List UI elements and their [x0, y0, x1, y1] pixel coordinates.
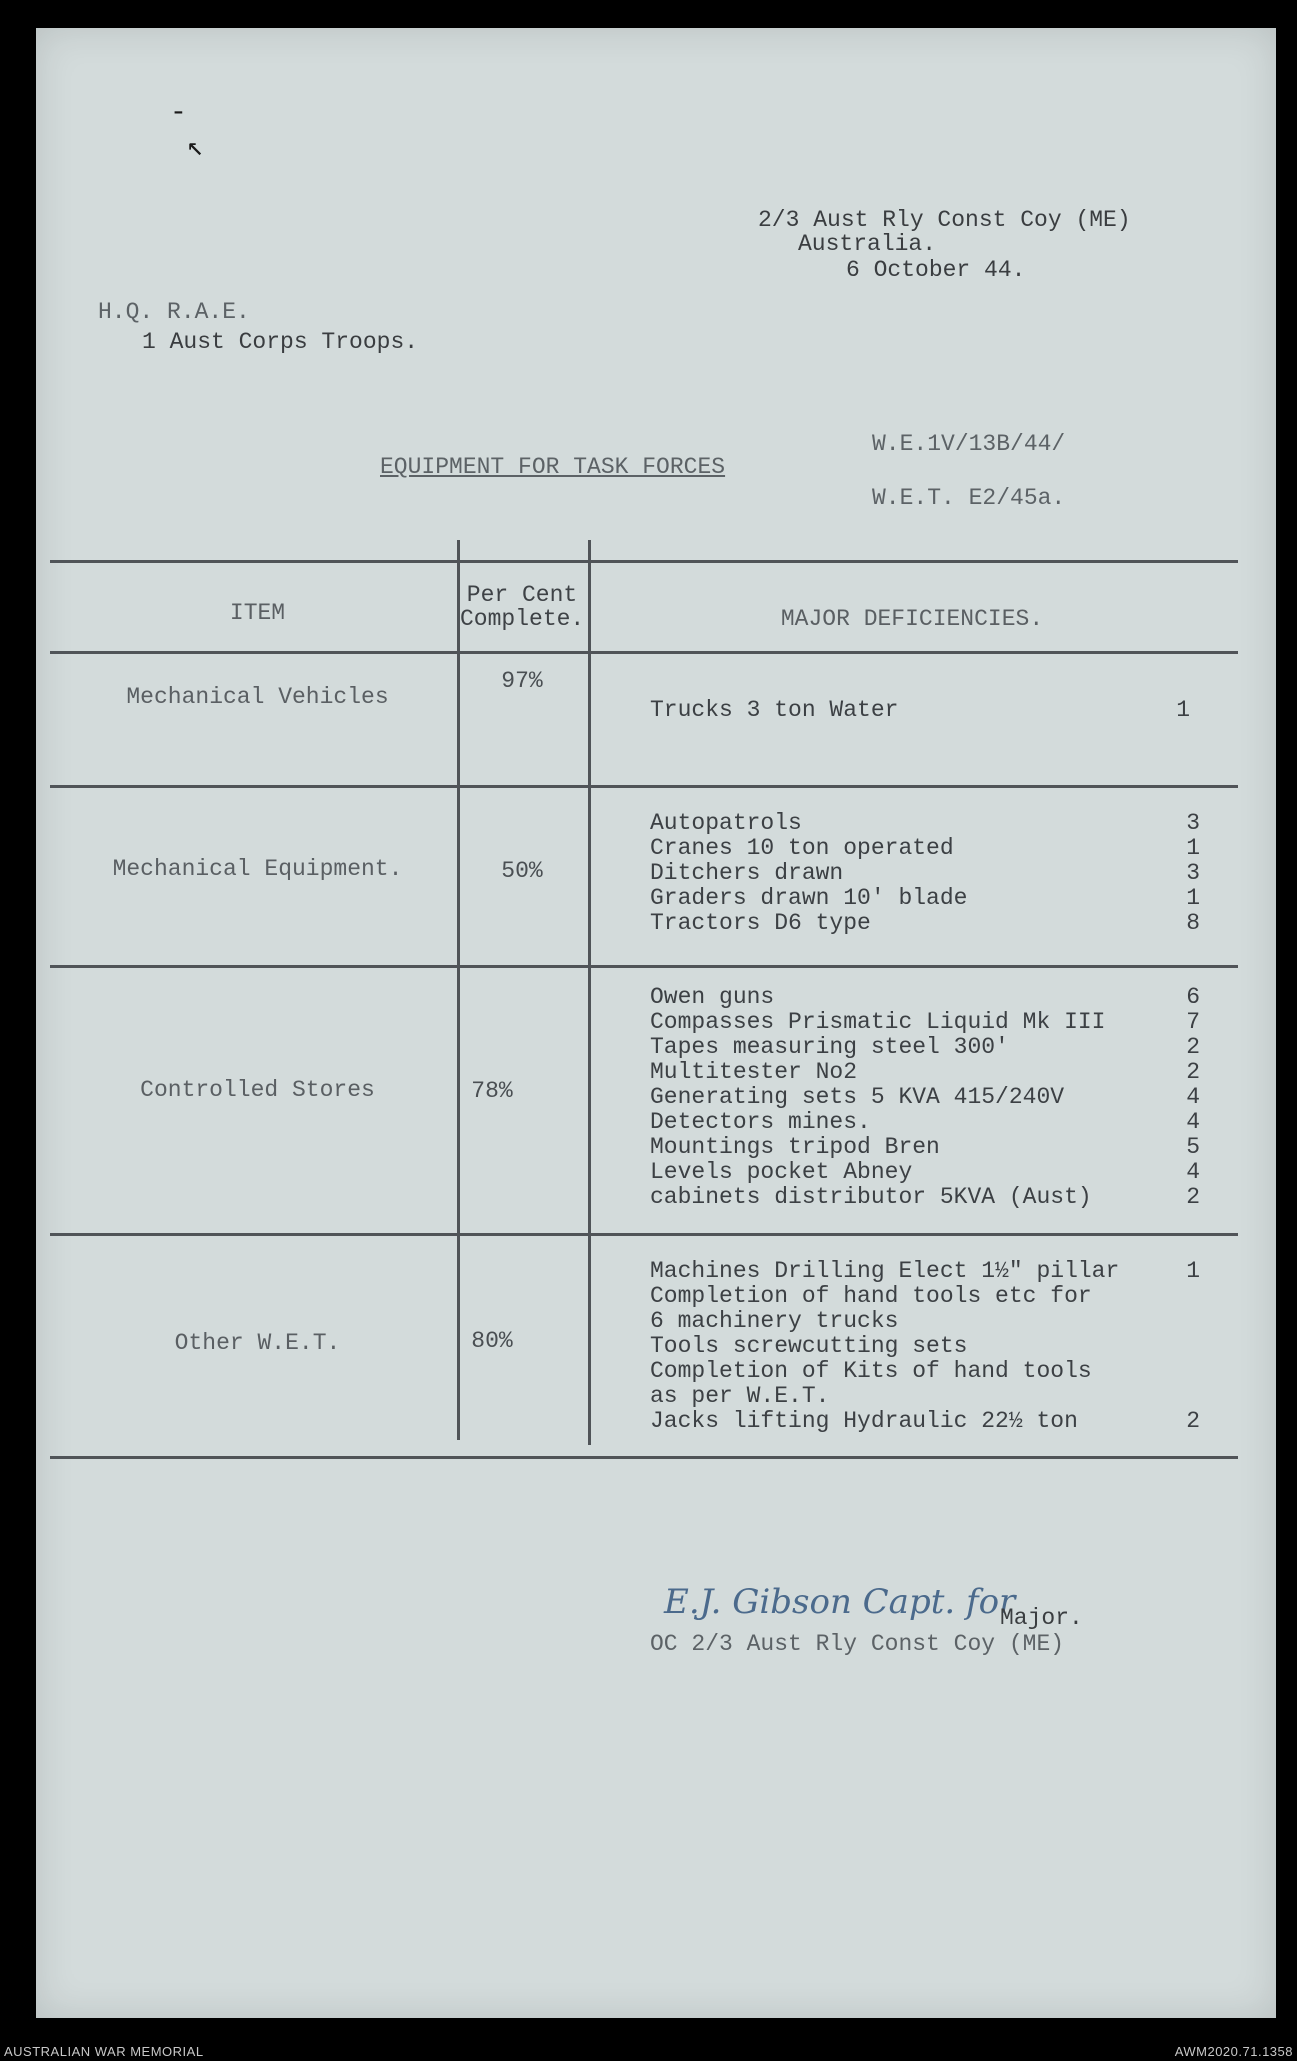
reference-2: W.E.T. E2/45a. — [872, 485, 1066, 511]
list-item: Generating sets 5 KVA 415/240V 4 — [650, 1084, 1200, 1110]
handwritten-signature: E.J. Gibson Capt. for — [664, 1582, 1016, 1622]
footer-archive-label: AUSTRALIAN WAR MEMORIAL — [4, 2044, 204, 2059]
list-item: Tractors D6 type 8 — [650, 910, 1200, 936]
table-rule-row2 — [50, 965, 1238, 968]
list-item: Levels pocket Abney 4 — [650, 1159, 1200, 1185]
table-rule-bottom — [50, 1456, 1238, 1459]
table-rule-row1 — [50, 785, 1238, 788]
list-item: Completion of hand tools etc for — [650, 1283, 1092, 1309]
list-item: Multitester No2 2 — [650, 1059, 1200, 1085]
col-header-percent-line2: Complete. — [460, 606, 585, 632]
punch-mark: ‑ ↖ — [170, 98, 204, 164]
row3-percent: 78% — [471, 1078, 513, 1104]
addressee-line1: H.Q. R.A.E. — [98, 299, 250, 325]
list-item: Jacks lifting Hydraulic 22½ ton 2 — [650, 1408, 1200, 1434]
list-item: Compasses Prismatic Liquid Mk III 7 — [650, 1009, 1200, 1035]
list-item: Ditchers drawn 3 — [650, 860, 1200, 886]
row4-deficiencies — [650, 1259, 1200, 1434]
row2-percent: 50% — [501, 858, 543, 884]
row3-deficiencies — [650, 985, 1200, 1210]
col-header-percent-line1: Per Cent — [466, 582, 578, 608]
row1-item: Mechanical Vehicles — [126, 684, 389, 710]
table-col-divider-2 — [588, 540, 591, 1445]
list-item: Machines Drilling Elect 1½" pillar 1 — [650, 1258, 1200, 1284]
row4-item: Other W.E.T. — [174, 1330, 341, 1356]
list-item: Mountings tripod Bren 5 — [650, 1134, 1200, 1160]
list-item: Cranes 10 ton operated 1 — [650, 835, 1200, 861]
row1-deficiencies — [650, 698, 1190, 723]
signature-position: OC 2/3 Aust Rly Const Coy (ME) — [650, 1631, 1065, 1657]
list-item: Graders drawn 10' blade 1 — [650, 885, 1200, 911]
row1-percent: 97% — [501, 668, 543, 694]
row3-item: Controlled Stores — [140, 1077, 375, 1103]
table-rule-top — [50, 560, 1238, 563]
list-item: Autopatrols 3 — [650, 810, 1200, 836]
col-header-deficiencies: MAJOR DEFICIENCIES. — [780, 606, 1044, 632]
col-header-percent — [460, 583, 584, 631]
col-header-item: ITEM — [229, 600, 286, 626]
list-item: cabinets distributor 5KVA (Aust) 2 — [650, 1184, 1200, 1210]
list-item: Tools screwcutting sets — [650, 1333, 968, 1359]
list-item: 6 machinery trucks — [650, 1308, 899, 1334]
row2-deficiencies — [650, 811, 1200, 936]
unit-place: Australia. — [798, 231, 937, 257]
letter-date: 6 October 44. — [846, 257, 1026, 283]
list-item: Owen guns 6 — [650, 984, 1200, 1010]
reference-1: W.E.1V/13B/44/ — [872, 431, 1066, 457]
document-title: EQUIPMENT FOR TASK FORCES — [380, 454, 726, 480]
row4-percent: 80% — [471, 1328, 513, 1354]
list-item: Completion of Kits of hand tools — [650, 1358, 1092, 1384]
table-rule-row3 — [50, 1233, 1238, 1236]
list-item: Tapes measuring steel 300' 2 — [650, 1034, 1200, 1060]
list-item: Trucks 3 ton Water 1 — [650, 697, 1190, 723]
row2-item: Mechanical Equipment. — [112, 856, 403, 882]
list-item: Detectors mines. 4 — [650, 1109, 1200, 1135]
addressee-line2: 1 Aust Corps Troops. — [142, 329, 419, 355]
signature-rank: Major. — [1000, 1605, 1083, 1631]
footer-accession-number: AWM2020.71.1358 — [1174, 2044, 1293, 2059]
unit-name: 2/3 Aust Rly Const Coy (ME) — [758, 207, 1131, 233]
table-rule-header — [50, 651, 1238, 654]
list-item: as per W.E.T. — [650, 1383, 830, 1409]
